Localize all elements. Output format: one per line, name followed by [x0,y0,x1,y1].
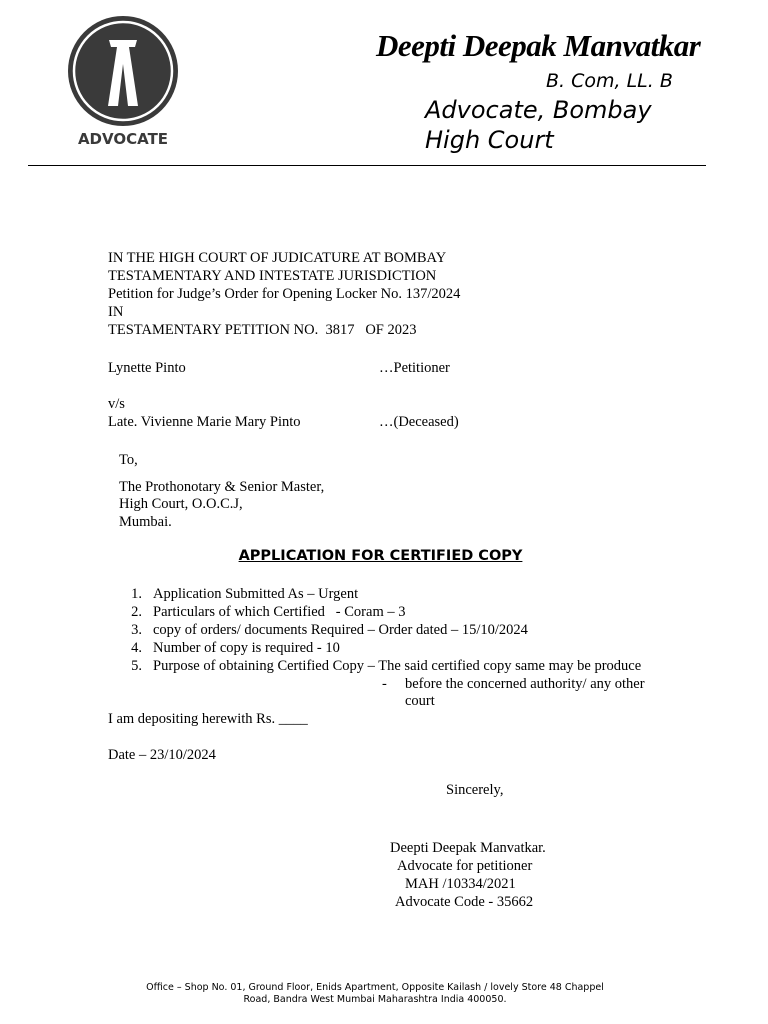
signature-code: Advocate Code - 35662 [395,894,534,910]
list-item-number: 1. [131,586,142,602]
signature-name: Deepti Deepak Manvatkar. [390,840,546,856]
list-item: Application Submitted As – Urgent [153,586,359,602]
closing-text: Sincerely, [446,782,504,798]
list-item: Particulars of which Certified - Coram – 3 [153,604,406,620]
advocate-name: Deepti Deepak Manvatkar [376,28,701,63]
signature-role: Advocate for petitioner [397,858,533,874]
versus-text: v/s [108,396,125,412]
signature-reg-no: MAH /10334/2021 [405,876,516,892]
sub-item-line-1: before the concerned authority/ any other [405,676,645,692]
sub-item-line-2: court [405,693,435,709]
deceased-role: …(Deceased) [379,414,459,430]
court-line-2: TESTAMENTARY AND INTESTATE JURISDICTION [108,268,437,284]
deposit-line: I am depositing herewith Rs. ____ [108,711,308,727]
footer-line-1: Office – Shop No. 01, Ground Floor, Enids Apartment, Opposite Kailash / lovely Store 48 Chappel [146,982,604,993]
list-item-number: 5. [131,658,142,674]
list-item-number: 3. [131,622,142,638]
sub-item-dash: - [382,676,387,692]
court-line-5: TESTAMENTARY PETITION NO. 3817 OF 2023 [108,322,417,338]
application-heading: APPLICATION FOR CERTIFIED COPY [238,548,523,564]
court-line-4: IN [108,304,124,320]
petitioner-role: …Petitioner [379,360,450,376]
petitioner-name: Lynette Pinto [108,360,186,376]
addressee-line-3: Mumbai. [119,514,172,530]
qualifications: B. Com, LL. B [546,70,673,92]
list-item: Purpose of obtaining Certified Copy – The said certified copy same may be produce [153,658,642,674]
title-line-1: Advocate, Bombay [425,96,652,124]
list-item: copy of orders/ documents Required – Order dated – 15/10/2024 [153,622,528,638]
list-item-number: 4. [131,640,142,656]
court-line-1: IN THE HIGH COURT OF JUDICATURE AT BOMBAY [108,250,447,266]
date-line: Date – 23/10/2024 [108,747,216,763]
header-divider [28,165,706,166]
addressee-line-2: High Court, O.O.C.J, [119,496,243,512]
footer-line-2: Road, Bandra West Mumbai Maharashtra India 400050. [243,994,507,1005]
title-line-2: High Court [425,126,554,154]
court-line-3: Petition for Judge’s Order for Opening Locker No. 137/2024 [108,286,461,302]
list-item-number: 2. [131,604,142,620]
advocate-logo [60,14,186,154]
addressee-line-1: The Prothonotary & Senior Master, [119,479,325,495]
logo-text: ADVOCATE [77,130,169,148]
deceased-name: Late. Vivienne Marie Mary Pinto [108,414,301,430]
office-address-footer [110,982,640,1006]
addressee-to: To, [119,452,138,468]
list-item: Number of copy is required - 10 [153,640,340,656]
